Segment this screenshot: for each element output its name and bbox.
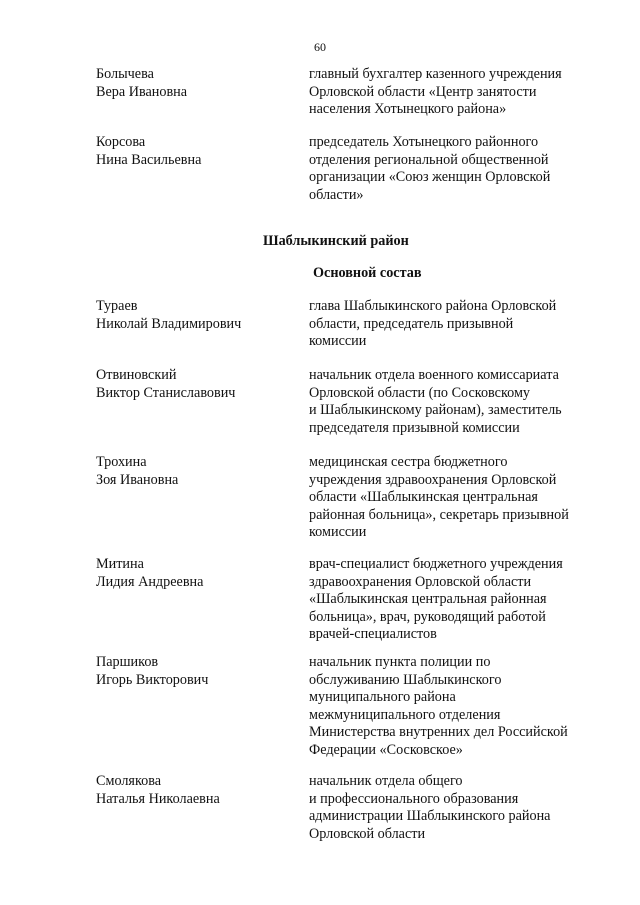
member-role — [309, 298, 599, 351]
role-line: начальник пункта полиции по — [309, 654, 491, 670]
member-surname: Паршиков — [96, 654, 159, 670]
role-line: и профессионального образования — [309, 790, 519, 807]
role-line: организации «Союз женщин Орловской — [309, 169, 551, 186]
role-line: начальник отдела военного комиссариата — [309, 367, 559, 383]
member-name — [96, 556, 296, 591]
member-role — [309, 66, 599, 119]
role-line: комиссии — [309, 333, 367, 350]
role-line: Орловской области «Центр занятости — [309, 83, 537, 100]
role-line: области» — [309, 186, 364, 203]
role-line: Орловской области (по Сосковскому — [309, 384, 531, 401]
member-surname: Болычева — [96, 66, 154, 82]
page-number: 60 — [314, 40, 326, 54]
role-line: главный бухгалтер казенного учреждения — [309, 66, 562, 82]
member-given-names: Нина Васильевна — [96, 151, 202, 168]
member-role — [309, 454, 599, 542]
role-line: глава Шаблыкинского района Орловской — [309, 298, 557, 314]
member-given-names: Зоя Ивановна — [96, 471, 179, 488]
section-heading: Основной состав — [313, 265, 422, 281]
role-line: председателя призывной комиссии — [309, 419, 520, 436]
member-surname: Смолякова — [96, 773, 162, 789]
role-line: населения Хотынецкого района» — [309, 101, 507, 118]
member-given-names: Наталья Николаевна — [96, 790, 220, 807]
member-name — [96, 367, 296, 402]
member-role — [309, 134, 599, 204]
role-line: муниципального района — [309, 689, 456, 706]
member-surname: Отвиновский — [96, 367, 177, 383]
role-line: здравоохранения Орловской области — [309, 573, 532, 590]
member-surname: Корсова — [96, 134, 146, 150]
role-line: врач-специалист бюджетного учреждения — [309, 556, 563, 572]
role-line: Министерства внутренних дел Российской — [309, 724, 568, 741]
district-heading: Шаблыкинский район — [263, 233, 409, 249]
member-name — [96, 298, 296, 333]
member-role — [309, 556, 599, 644]
role-line: больница», врач, руководящий работой — [309, 608, 546, 625]
member-name — [96, 66, 296, 101]
member-given-names: Лидия Андреевна — [96, 573, 204, 590]
role-line: области, председатель призывной — [309, 315, 514, 332]
role-line: врачей-специалистов — [309, 626, 437, 643]
role-line: Федерации «Сосковское» — [309, 741, 463, 758]
member-given-names: Вера Ивановна — [96, 83, 188, 100]
role-line: председатель Хотынецкого районного — [309, 134, 539, 150]
role-line: обслуживанию Шаблыкинского — [309, 671, 502, 688]
member-given-names: Виктор Станиславович — [96, 384, 236, 401]
role-line: начальник отдела общего — [309, 773, 463, 789]
role-line: отделения региональной общественной — [309, 151, 549, 168]
member-surname: Тураев — [96, 298, 138, 314]
role-line: администрации Шаблыкинского района — [309, 808, 551, 825]
member-given-names: Игорь Викторович — [96, 671, 209, 688]
member-role — [309, 367, 599, 437]
member-surname: Митина — [96, 556, 144, 572]
member-role — [309, 654, 599, 760]
member-name — [96, 654, 296, 689]
member-name — [96, 454, 296, 489]
role-line: межмуниципального отделения — [309, 706, 501, 723]
member-role — [309, 773, 599, 843]
role-line: и Шаблыкинскому районам), заместитель — [309, 402, 562, 419]
role-line: учреждения здравоохранения Орловской — [309, 471, 557, 488]
role-line: Орловской области — [309, 825, 426, 842]
member-name — [96, 773, 296, 808]
member-surname: Трохина — [96, 454, 147, 470]
role-line: комиссии — [309, 524, 367, 541]
role-line: «Шаблыкинская центральная районная — [309, 591, 547, 608]
role-line: районная больница», секретарь призывной — [309, 506, 569, 523]
role-line: медицинская сестра бюджетного — [309, 454, 508, 470]
member-name — [96, 134, 296, 169]
role-line: области «Шаблыкинская центральная — [309, 489, 538, 506]
member-given-names: Николай Владимирович — [96, 315, 242, 332]
